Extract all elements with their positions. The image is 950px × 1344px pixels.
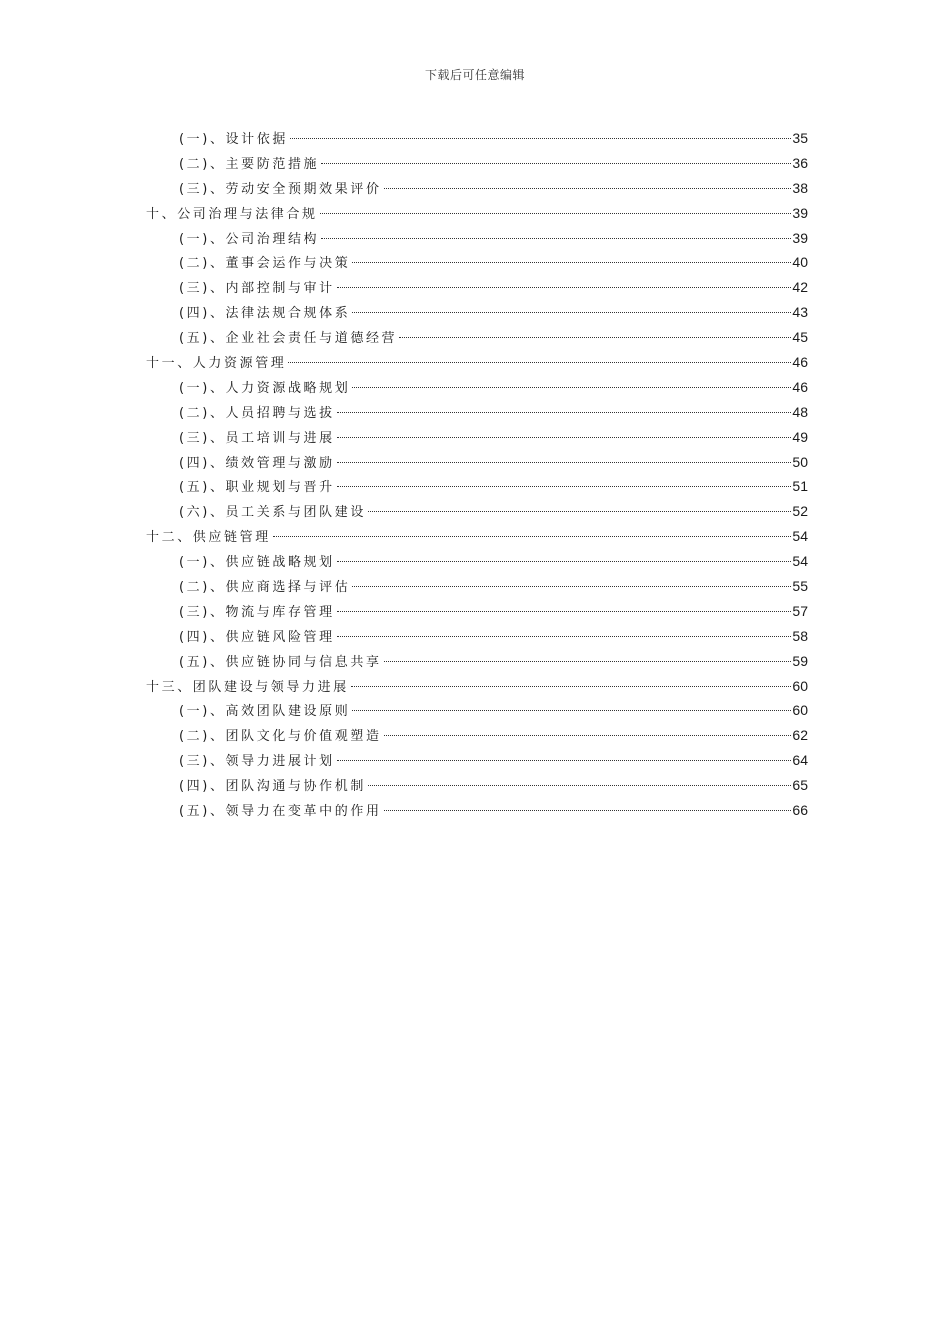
toc-section-entry[interactable] bbox=[146, 151, 808, 176]
table-of-contents bbox=[146, 126, 808, 823]
toc-chapter-entry[interactable] bbox=[146, 201, 808, 226]
toc-entry-title: (二)、董事会运作与决策 bbox=[179, 256, 351, 272]
toc-entry-title: (四)、供应链风险管理 bbox=[179, 629, 335, 645]
toc-entry-page-number: 59 bbox=[792, 652, 808, 669]
toc-entry-page-number: 65 bbox=[792, 777, 808, 794]
toc-chapter-entry[interactable] bbox=[146, 350, 808, 375]
toc-entry-page-number: 40 bbox=[792, 254, 808, 271]
toc-section-entry[interactable] bbox=[146, 773, 808, 798]
toc-section-entry[interactable] bbox=[146, 425, 808, 450]
toc-entry-page-number: 60 bbox=[792, 677, 808, 694]
toc-entry-page-number: 62 bbox=[792, 727, 808, 744]
toc-entry-title: (五)、企业社会责任与道德经营 bbox=[179, 331, 398, 347]
toc-section-entry[interactable] bbox=[146, 798, 808, 823]
toc-entry-title: (一)、设计依据 bbox=[179, 132, 288, 147]
toc-entry-page-number: 49 bbox=[792, 428, 808, 445]
toc-entry-title: (三)、物流与库存管理 bbox=[179, 604, 335, 620]
toc-entry-page-number: 50 bbox=[792, 453, 808, 470]
toc-entry-title: (四)、团队沟通与协作机制 bbox=[179, 779, 366, 795]
toc-dot-leader bbox=[273, 536, 792, 537]
toc-section-entry[interactable] bbox=[146, 474, 808, 499]
toc-entry-page-number: 60 bbox=[792, 702, 808, 719]
toc-section-entry[interactable] bbox=[146, 574, 808, 599]
toc-entry-title: (一)、供应链战略规划 bbox=[179, 555, 335, 571]
toc-entry-title: (三)、员工培训与进展 bbox=[179, 430, 335, 446]
toc-entry-title: (三)、领导力进展计划 bbox=[179, 754, 335, 770]
toc-entry-page-number: 66 bbox=[792, 802, 808, 819]
toc-dot-leader bbox=[352, 586, 791, 587]
toc-dot-leader bbox=[352, 262, 791, 263]
toc-chapter-entry[interactable] bbox=[146, 524, 808, 549]
toc-entry-title: (二)、人员招聘与选拔 bbox=[179, 405, 335, 421]
toc-entry-page-number: 57 bbox=[792, 602, 808, 619]
toc-dot-leader bbox=[337, 486, 792, 487]
toc-dot-leader bbox=[352, 387, 791, 388]
toc-dot-leader bbox=[337, 611, 792, 612]
toc-entry-page-number: 51 bbox=[792, 478, 808, 495]
toc-entry-title: (二)、团队文化与价值观塑造 bbox=[179, 729, 382, 745]
toc-entry-title: (四)、法律法规合规体系 bbox=[179, 306, 351, 322]
toc-entry-title: (三)、劳动安全预期效果评价 bbox=[179, 181, 382, 197]
toc-section-entry[interactable] bbox=[146, 176, 808, 201]
toc-entry-title: 十一、人力资源管理 bbox=[146, 356, 287, 372]
toc-dot-leader bbox=[320, 213, 792, 214]
toc-entry-title: (五)、供应链协同与信息共享 bbox=[179, 654, 382, 670]
toc-chapter-entry[interactable] bbox=[146, 674, 808, 699]
toc-section-entry[interactable] bbox=[146, 325, 808, 350]
toc-entry-page-number: 48 bbox=[792, 403, 808, 420]
toc-entry-title: (二)、供应商选择与评估 bbox=[179, 580, 351, 596]
toc-dot-leader bbox=[321, 238, 791, 239]
toc-section-entry[interactable] bbox=[146, 275, 808, 300]
toc-dot-leader bbox=[384, 188, 792, 189]
toc-entry-page-number: 45 bbox=[792, 329, 808, 346]
toc-entry-page-number: 58 bbox=[792, 627, 808, 644]
toc-section-entry[interactable] bbox=[146, 400, 808, 425]
toc-dot-leader bbox=[384, 661, 792, 662]
toc-entry-page-number: 43 bbox=[792, 304, 808, 321]
toc-dot-leader bbox=[290, 138, 791, 139]
toc-dot-leader bbox=[337, 636, 792, 637]
toc-entry-page-number: 46 bbox=[792, 354, 808, 371]
toc-section-entry[interactable] bbox=[146, 126, 808, 151]
toc-entry-page-number: 52 bbox=[792, 503, 808, 520]
toc-section-entry[interactable] bbox=[146, 649, 808, 674]
toc-entry-page-number: 38 bbox=[792, 179, 808, 196]
toc-entry-title: (二)、主要防范措施 bbox=[179, 156, 320, 172]
toc-section-entry[interactable] bbox=[146, 450, 808, 475]
toc-dot-leader bbox=[368, 785, 791, 786]
toc-entry-page-number: 42 bbox=[792, 279, 808, 296]
toc-dot-leader bbox=[368, 511, 791, 512]
toc-entry-title: (三)、内部控制与审计 bbox=[179, 281, 335, 297]
toc-section-entry[interactable] bbox=[146, 549, 808, 574]
toc-entry-page-number: 46 bbox=[792, 378, 808, 395]
page-header-note: 下载后可任意编辑 bbox=[424, 68, 525, 82]
toc-entry-page-number: 54 bbox=[792, 553, 808, 570]
toc-section-entry[interactable] bbox=[146, 599, 808, 624]
toc-entry-title: (四)、绩效管理与激励 bbox=[179, 455, 335, 471]
toc-section-entry[interactable] bbox=[146, 748, 808, 773]
toc-section-entry[interactable] bbox=[146, 624, 808, 649]
toc-entry-page-number: 36 bbox=[792, 154, 808, 171]
toc-entry-title: (五)、领导力在变革中的作用 bbox=[179, 804, 382, 820]
toc-section-entry[interactable] bbox=[146, 250, 808, 275]
toc-dot-leader bbox=[337, 412, 792, 413]
toc-entry-title: 十二、供应链管理 bbox=[146, 530, 271, 546]
toc-entry-title: (五)、职业规划与晋升 bbox=[179, 480, 335, 496]
toc-dot-leader bbox=[337, 760, 792, 761]
toc-entry-title: (一)、人力资源战略规划 bbox=[179, 380, 351, 396]
toc-entry-page-number: 39 bbox=[792, 229, 808, 246]
toc-section-entry[interactable] bbox=[146, 226, 808, 251]
toc-dot-leader bbox=[384, 735, 792, 736]
toc-dot-leader bbox=[352, 710, 791, 711]
toc-dot-leader bbox=[384, 810, 792, 811]
toc-entry-title: 十、公司治理与法律合规 bbox=[146, 206, 318, 222]
toc-entry-title: (六)、员工关系与团队建设 bbox=[179, 505, 366, 521]
toc-entry-title: (一)、高效团队建设原则 bbox=[179, 704, 351, 720]
toc-dot-leader bbox=[351, 686, 792, 687]
toc-dot-leader bbox=[337, 437, 792, 438]
toc-entry-page-number: 64 bbox=[792, 752, 808, 769]
toc-dot-leader bbox=[321, 163, 791, 164]
toc-dot-leader bbox=[337, 462, 792, 463]
toc-entry-page-number: 54 bbox=[792, 528, 808, 545]
toc-dot-leader bbox=[337, 287, 792, 288]
toc-section-entry[interactable] bbox=[146, 723, 808, 748]
toc-dot-leader bbox=[288, 362, 791, 363]
toc-dot-leader bbox=[399, 337, 791, 338]
toc-dot-leader bbox=[337, 561, 792, 562]
toc-entry-page-number: 55 bbox=[792, 578, 808, 595]
toc-dot-leader bbox=[352, 312, 791, 313]
toc-entry-page-number: 39 bbox=[792, 204, 808, 221]
toc-entry-title: 十三、团队建设与领导力进展 bbox=[146, 679, 349, 695]
toc-entry-page-number: 35 bbox=[792, 130, 808, 146]
toc-section-entry[interactable] bbox=[146, 698, 808, 723]
toc-section-entry[interactable] bbox=[146, 499, 808, 524]
toc-entry-title: (一)、公司治理结构 bbox=[179, 231, 320, 247]
toc-section-entry[interactable] bbox=[146, 375, 808, 400]
toc-section-entry[interactable] bbox=[146, 300, 808, 325]
